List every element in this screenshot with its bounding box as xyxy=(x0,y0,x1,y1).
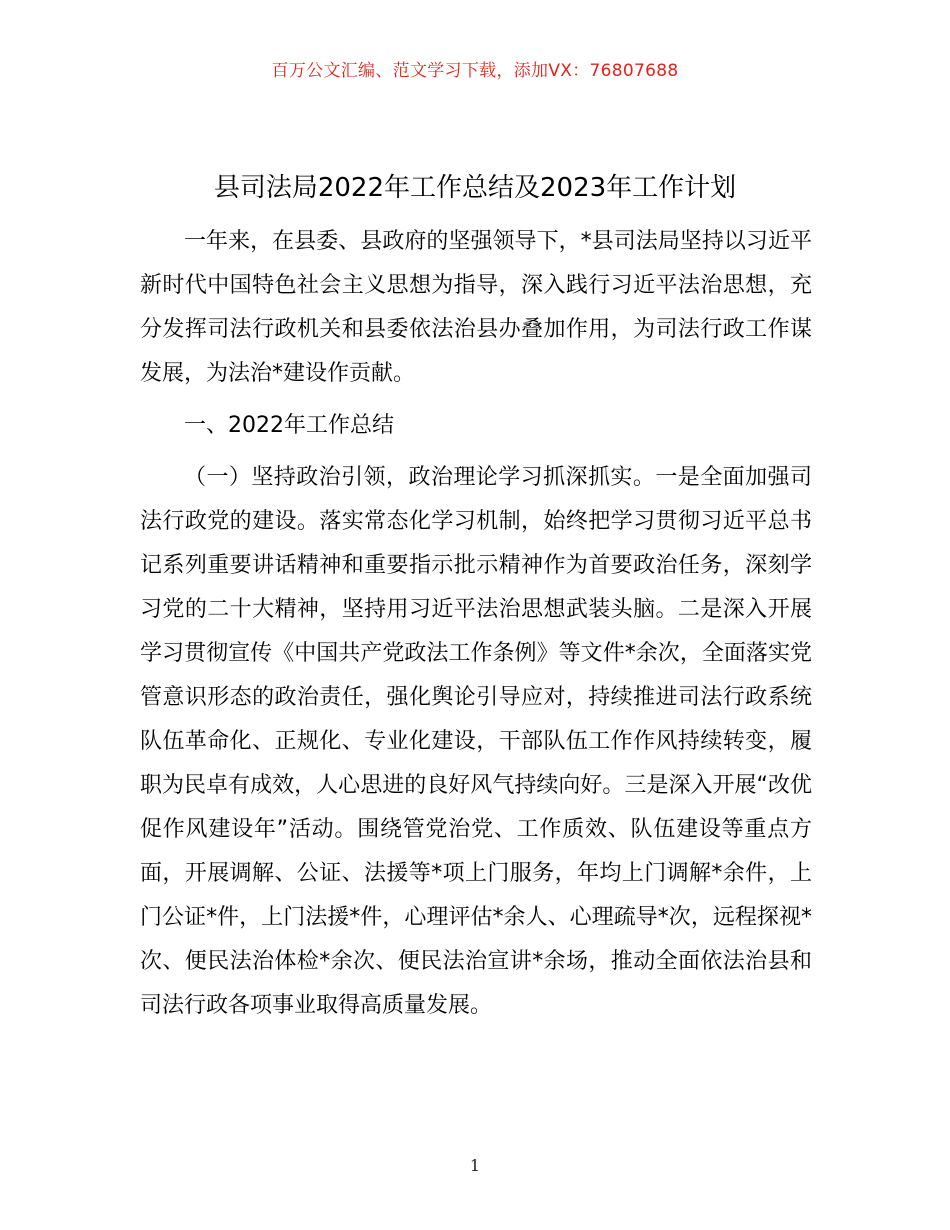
document-body xyxy=(140,220,812,1036)
page-title: 县司法局2022年工作总结及2023年工作计划 xyxy=(213,173,737,203)
section-heading: 一、2022年工作总结 xyxy=(184,413,394,438)
page-number: 1 xyxy=(469,1156,481,1175)
body-paragraph: （一）坚持政治引领，政治理论学习抓深抓实。一是全面加强司法行政党的建设。落实常态化学习机制，始终把学习贯彻习近平总书记系列重要讲话精神和重要指示批示精神作为首要政治任务，深刻学习党的二十大精神，坚持用习近平法治思想武装头脑。二是深入开展学习贯彻宣传《中国共产党政法工作条例》等文件*余次，全面落实党管意识形态的政治责任，强化舆论引导应对，持续推进司法行政系统队伍革命化、正规化、专业化建设，干部队伍工作作风持续转变，履职为民卓有成效，人心思进的良好风气持续向好。三是深入开展“改优促作风建设年”活动。围绕管党治党、工作质效、队伍建设等重点方面，开展调解、公证、法援等*项上门服务，年均上门调解*余件，上门公证*件，上门法援*件，心理评估*余人、心理疏导*次，远程探视*次、便民法治体检*余次、便民法治宣讲*余场，推动全面依法治县和司法行政各项事业取得高质量发展。 xyxy=(140,465,812,1018)
intro-paragraph: 一年来，在县委、县政府的坚强领导下，*县司法局坚持以习近平新时代中国特色社会主义思想为指导，深入践行习近平法治思想，充分发挥司法行政机关和县委依法治县办叠加作用，为司法行政工作谋发展，为法治*建设作贡献。 xyxy=(140,229,812,386)
header-watermark-note: 百万公文汇编、范文学习下载，添加VX：76807688 xyxy=(271,61,679,81)
